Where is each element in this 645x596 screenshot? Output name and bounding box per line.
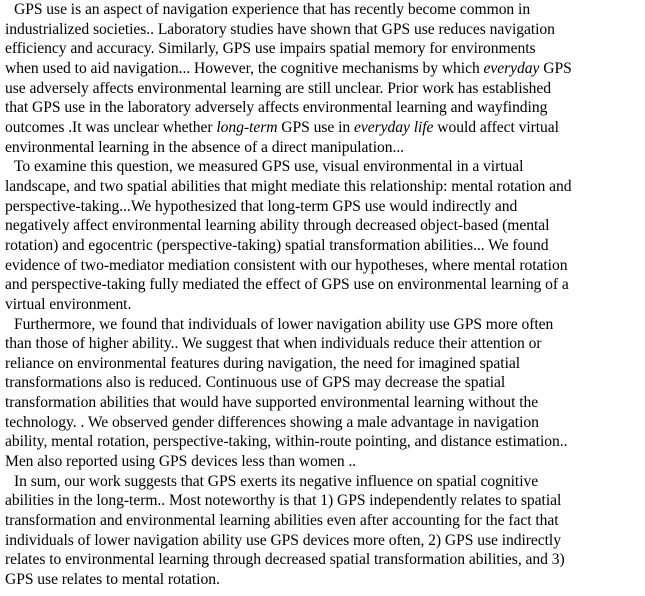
- text-run: when used to aid navigation... However, the cognitive mechanisms by which: [5, 59, 484, 77]
- text-line: [5, 0, 641, 20]
- paragraph: [5, 315, 641, 472]
- text-line: [5, 157, 641, 177]
- text-run: negatively affect environmental learning ability through decreased object-based (mental: [5, 217, 550, 235]
- text-run: use adversely affects environmental learning are still unclear. Prior work has established: [5, 79, 552, 97]
- text-line: [5, 315, 641, 335]
- text-line: [5, 295, 641, 315]
- text-run: and perspective-taking fully mediated the effect of GPS use on environmental learning of a: [5, 276, 569, 294]
- text-line: [5, 432, 641, 452]
- text-line: [5, 98, 641, 118]
- text-run: Furthermore, we found that individuals of lower navigation ability use GPS more often: [14, 315, 554, 333]
- text-run: evidence of two-mediator mediation consistent with our hypotheses, where mental rotation: [5, 256, 568, 274]
- text-run: abilities in the long-term.. Most noteworthy is that 1) GPS independently relates to spatial: [5, 492, 562, 510]
- text-line: [5, 491, 641, 511]
- text-run: individuals of lower navigation ability use GPS devices more often, 2) GPS use indirectly: [5, 531, 561, 549]
- text-run: transformation and environmental learning abilities even after accounting for the fact that: [5, 512, 559, 530]
- text-run: In sum, our work suggests that GPS exerts its negative influence on spatial cognitive: [14, 472, 539, 490]
- text-line: [5, 256, 641, 276]
- text-line: [5, 393, 641, 413]
- text-line: [5, 570, 641, 590]
- text-line: [5, 550, 641, 570]
- text-run: outcomes .It was unclear whether: [5, 118, 217, 136]
- text-run: ability, mental rotation, perspective-taking, within-route pointing, and distance estimation..: [5, 433, 568, 451]
- text-line: [5, 236, 641, 256]
- text-run: perspective-taking...We hypothesized that long-term GPS use would indirectly and: [5, 197, 518, 215]
- text-line: [5, 472, 641, 492]
- text-line: [5, 334, 641, 354]
- italic-text: long-term: [216, 118, 278, 136]
- text-line: [5, 79, 641, 99]
- paragraph: [5, 0, 641, 157]
- text-line: [5, 531, 641, 551]
- text-run: To examine this question, we measured GPS use, visual environmental in a virtual: [14, 158, 524, 176]
- text-line: [5, 20, 641, 40]
- text-run: GPS use in: [277, 118, 354, 136]
- text-line: [5, 39, 641, 59]
- text-run: rotation) and egocentric (perspective-taking) spatial transformation abilities... We found: [5, 236, 549, 254]
- text-run: virtual environment.: [5, 295, 132, 313]
- text-line: [5, 452, 641, 472]
- paragraph: [5, 157, 641, 314]
- text-run: efficiency and accuracy. Similarly, GPS use impairs spatial memory for environments: [5, 40, 536, 58]
- text-run: relates to environmental learning through decreased spatial transformation abilities, and 3): [5, 551, 565, 569]
- text-run: Men also reported using GPS devices less than women ..: [5, 453, 357, 471]
- document-body: [5, 0, 641, 590]
- text-line: [5, 197, 641, 217]
- text-run: reliance on environmental features during navigation, the need for imagined spatial: [5, 354, 521, 372]
- text-run: transformations also is reduced. Continuous use of GPS may decrease the spatial: [5, 374, 506, 392]
- text-run: would affect virtual: [433, 118, 559, 136]
- text-run: landscape, and two spatial abilities that might mediate this relationship: mental rotation and: [5, 177, 572, 195]
- text-line: [5, 59, 641, 79]
- text-run: transformation abilities that would have supported environmental learning without the: [5, 394, 539, 412]
- text-run: GPS use relates to mental rotation.: [5, 571, 220, 589]
- text-run: GPS: [539, 59, 572, 77]
- text-line: [5, 373, 641, 393]
- text-line: [5, 275, 641, 295]
- italic-text: everyday life: [353, 118, 434, 136]
- text-line: [5, 216, 641, 236]
- text-line: [5, 118, 641, 138]
- paragraph: [5, 472, 641, 590]
- text-line: [5, 511, 641, 531]
- text-line: [5, 354, 641, 374]
- text-line: [5, 177, 641, 197]
- text-run: environmental learning in the absence of a direct manipulation...: [5, 138, 405, 156]
- text-run: that GPS use in the laboratory adversely affects environmental learning and wayfinding: [5, 99, 548, 117]
- text-run: GPS use is an aspect of navigation experience that has recently become common in: [14, 1, 531, 18]
- text-run: than those of higher ability.. We suggest that when individuals reduce their attention or: [5, 335, 542, 353]
- text-run: industrialized societies.. Laboratory studies have shown that GPS use reduces navigation: [5, 20, 555, 38]
- text-line: [5, 413, 641, 433]
- text-run: technology. . We observed gender differences showing a male advantage in navigation: [5, 413, 539, 431]
- text-line: [5, 138, 641, 158]
- italic-text: everyday: [483, 59, 540, 77]
